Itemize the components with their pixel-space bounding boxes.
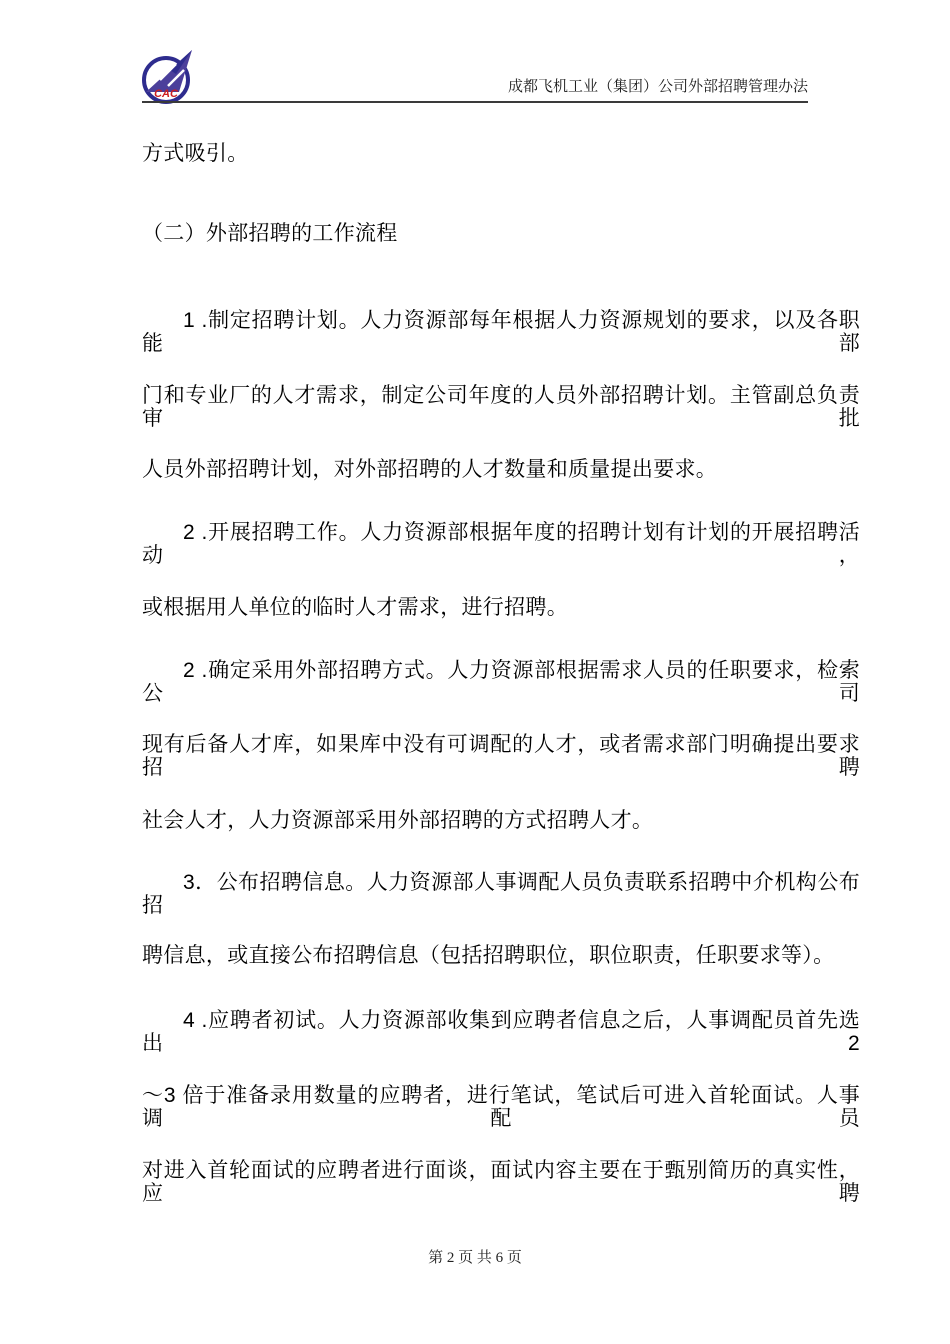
- section-heading: （二）外部招聘的工作流程: [142, 222, 398, 245]
- paragraph-text: 4 .应聘者初试。人力资源部收集到应聘者信息之后，人事调配员首先选出 2: [142, 1009, 860, 1055]
- header-rule: [142, 101, 808, 103]
- paragraph-text: 门和专业厂的人才需求，制定公司年度的人员外部招聘计划。主管副总负责审批: [142, 384, 860, 430]
- paragraph-text: 方式吸引。: [142, 142, 249, 165]
- paragraph-text: 人员外部招聘计划，对外部招聘的人才数量和质量提出要求。: [142, 458, 718, 481]
- paragraph-text: 社会人才，人力资源部采用外部招聘的方式招聘人才。: [142, 809, 654, 832]
- paragraph-text: 对进入首轮面试的应聘者进行面谈，面试内容主要在于甄别简历的真实性，应聘: [142, 1159, 860, 1205]
- paragraph-text: 或根据用人单位的临时人才需求，进行招聘。: [142, 596, 568, 619]
- header-title: 成都飞机工业（集团）公司外部招聘管理办法: [507, 78, 808, 95]
- paragraph-text: 2 .开展招聘工作。人力资源部根据年度的招聘计划有计划的开展招聘活动，: [142, 521, 860, 567]
- paragraph-text: 现有后备人才库，如果库中没有可调配的人才，或者需求部门明确提出要求招聘: [142, 733, 860, 779]
- paragraph-text: 3．公布招聘信息。人力资源部人事调配人员负责联系招聘中介机构公布招: [142, 871, 860, 917]
- paragraph-text: 1 .制定招聘计划。人力资源部每年根据人力资源规划的要求，以及各职能部: [142, 309, 860, 355]
- logo-text: CAC: [154, 88, 178, 100]
- page-number: 第 2 页 共 6 页: [428, 1250, 522, 1266]
- paragraph-text: 聘信息，或直接公布招聘信息（包括招聘职位，职位职责，任职要求等）。: [142, 944, 835, 967]
- paragraph-text: 2 .确定采用外部招聘方式。人力资源部根据需求人员的任职要求，检索公司: [142, 659, 860, 705]
- paragraph-text: ～3 倍于准备录用数量的应聘者，进行笔试，笔试后可进入首轮面试。人事调配员: [142, 1084, 860, 1130]
